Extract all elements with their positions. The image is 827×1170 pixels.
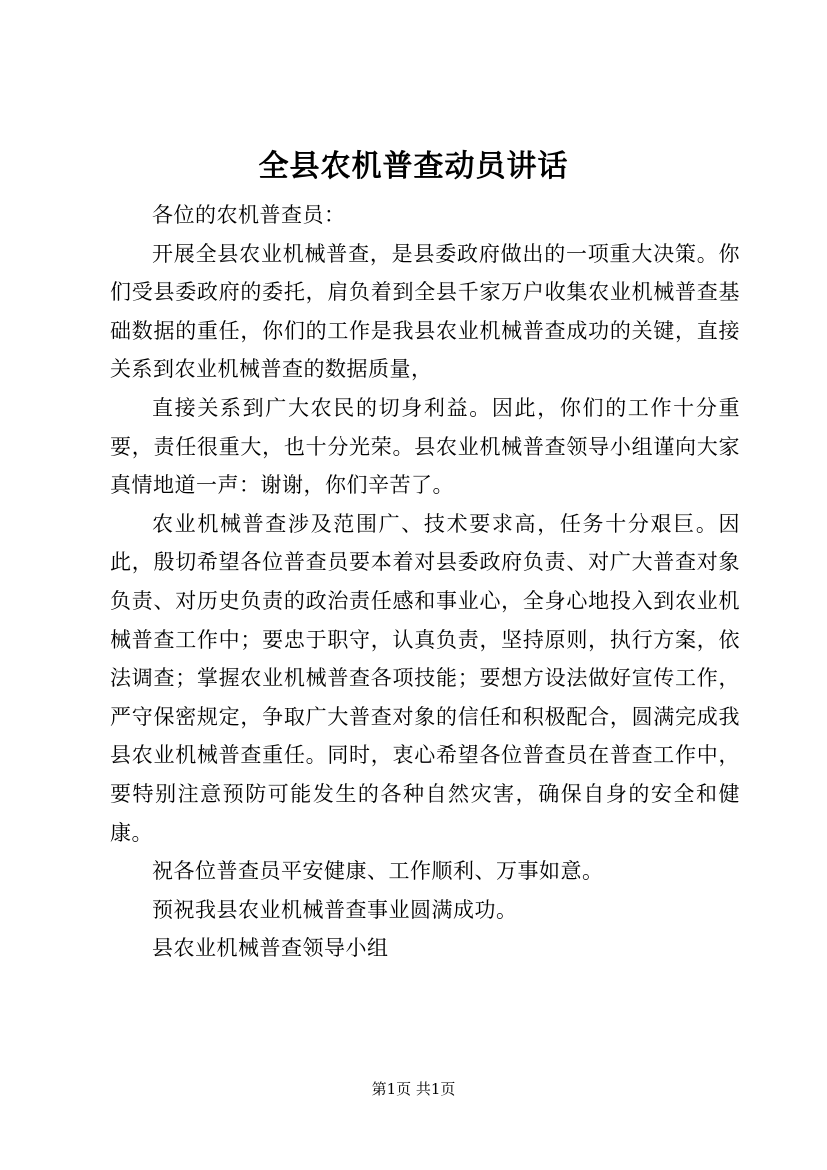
document-body [110, 196, 740, 968]
salutation: 各位的农机普查员： [152, 203, 346, 227]
signature: 县农业机械普查领导小组 [152, 936, 389, 961]
paragraph-5: 预祝我县农业机械普查事业圆满成功。 [152, 897, 518, 922]
paragraph-4: 祝各位普查员平安健康、工作顺利、万事如意。 [152, 859, 604, 884]
page-number: 第1页 共1页 [371, 1080, 456, 1098]
document-title: 全县农机普查动员讲话 [258, 149, 569, 184]
paragraph-3: 农业机械普查涉及范围广、技术要求高，任务十分艰巨。因此，殷切希望各位普查员要本着对县委政府负责、对广大普查对象负责、对历史负责的政治责任感和事业心，全身心地投入到农业机械普查工作中；要忠于职守，认真负责，坚持原则，执行方案，依法调查；掌握农业机械普查各项技能；要想方设法做好宣传工作，严守保密规定，争取广大普查对象的信任和积极配合，圆满完成我县农业机械普查重任。同时，衷心希望各位普查员在普查工作中，要特别注意预防可能发生的各种自然灾害，确保自身的安全和健康。 [110, 511, 740, 845]
paragraph-1: 开展全县农业机械普查，是县委政府做出的一项重大决策。你们受县委政府的委托，肩负着到全县千家万户收集农业机械普查基础数据的重任，你们的工作是我县农业机械普查成功的关键，直接关系到农业机械普查的数据质量， [110, 241, 740, 382]
paragraph-2: 直接关系到广大农民的切身利益。因此，你们的工作十分重要，责任很重大，也十分光荣。县农业机械普查领导小组谨向大家真情地道一声：谢谢，你们辛苦了。 [110, 395, 740, 498]
